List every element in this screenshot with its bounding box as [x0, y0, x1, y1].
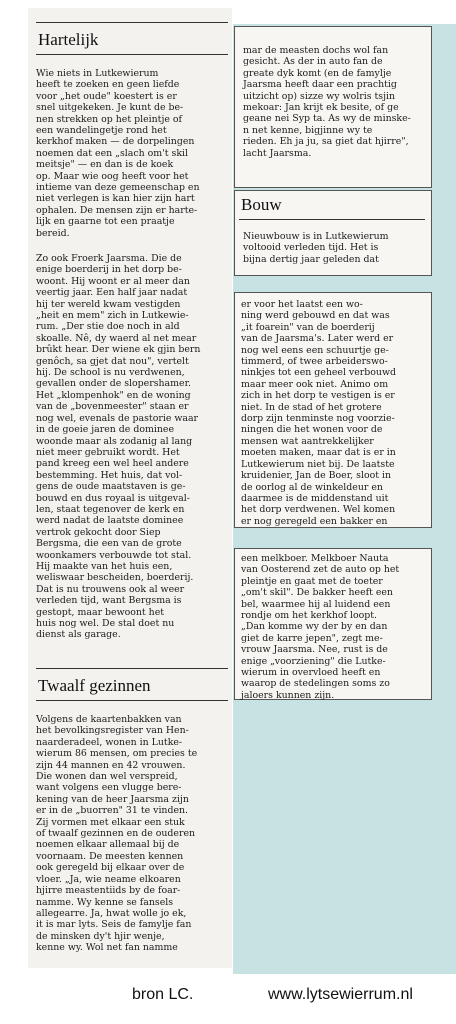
- bouw-continuation-box: [234, 292, 432, 528]
- heading-bouw: Bouw: [241, 195, 282, 214]
- heading-twaalf-gezinnen: Twaalf gezinnen: [38, 676, 151, 695]
- top-rule: [36, 22, 228, 23]
- heading-rule-2: [36, 700, 228, 701]
- paragraph-jaarsma: Zo ook Froerk Jaarsma. Die de enige boerderij in het dorp be- woont. Hij woont er al meer dan veertig jaar. Een half jaar nadat hij ter wereld kwam vestigden „heit en mem" zich in Lutkewie- rum. „Der stie doe noch in ald skoalle. Nê, dy waerd al net mear brûkt hear. Der wiene ek gjin bern genôch, sa gjet dat nou", vertelt hij. De school is nu verdwenen, gevallen onder de slopershamer. Het „klompenhok" en de woning van de „bovenmeester" staan er nog wel, evenals de pastorie waar in de goeie jaren de dominee woonde maar als zodanig al lang niet meer gebruikt wordt. Het pand kreeg een wel heel andere bestemming. Het huis, dat vol- gens de oude maatstaven is ge- bouwd en dus royaal is uitgeval- len, staat tegenover de kerk en werd nadat de laatste dominee vertrok gekocht door Siep Bergsma, die een van de grote woonkamers verbouwde tot stal. Hij maakte van het huis een, weliswaar bescheiden, boerderij. Dat is nu trouwens ook al weer verleden tijd, want Bergsma is gestopt, maar bewoont het huis nog wel. De stal doet nu dienst als garage.: [36, 253, 201, 641]
- website-link[interactable]: www.lytsewierrum.nl: [268, 986, 413, 1003]
- paragraph-intro: Wie niets in Lutkewierum heeft te zoeken en geen liefde voor „het oude" koestert is er snel uitgekeken. Je kunt de be- nen strekken op het pleintje of een wandelingetje rond het kerkhof maken — de dorpelingen noemen dat een „slach om't skil meitsje" — en dan is de koek op. Maar wie oog heeft voor het intieme van deze gemeenschap en niet verlegen is kan hier zijn hart ophalen. De mensen zijn er harte- lijk en gaarne tot een praatje bereid.: [36, 68, 200, 239]
- melkboer-box: [234, 548, 432, 700]
- source-credit: bron LC.: [132, 986, 194, 1003]
- continuation-text: mar de measten dochs wol fan gesicht. As der in auto fan de greate dyk komt (en de famylje Jaarsma heeft daar een prachtig uitzicht op) sizze wy wolris tsjin mekoar: Jan krijt ek besite, of ge geane nei Syp ta. As wy de minske- n net kenne, bigjinne wy te rieden. Eh ja ju, sa giet dat hjirre", lacht Jaarsma.: [243, 45, 411, 159]
- paragraph-gezinnen: Volgens de kaartenbakken van het bevolkingsregister van Hen- naarderadeel, wonen in Lutke- wierum 86 mensen, om precies te zijn 44 mannen en 42 vrouwen. Die wonen dan wel verspreid, want volgens een vlugge bere- kening van de heer Jaarsma zijn er in de „buorren" 31 te vinden. Zij vormen met elkaar een stuk of twaalf gezinnen en de ouderen noemen elkaar allemaal bij de voornaam. De meesten kennen ook geregeld bij elkaar over de vloer. „Ja, wie neame elkoaren hjirre meastentiids by de foar- namme. Wy kenne se fansels allegearre. Ja, hwat wolle jo ek, it is mar lyts. Seis de famylje fan de minsken dy't hjir wenje, kenne wy. Wol net fan namme: [36, 714, 198, 954]
- continuation-box: [234, 26, 432, 188]
- bouw-body-text: er voor het laatst een wo- ning werd gebouwd en dat was „it foarein" van de boerderij van de Jaarsma's. Later werd er nog wel eens een schuurtje ge- timmerd, of twee arbeiderswo- ninkjes tot een geheel verbouwd maar meer ook niet. Animo om zich in het dorp te vestigen is er niet. In de stad of het grotere dorp zijn tenminste nog voorzie- ningen die het wonen voor de mensen wat aantrekkelijker moeten maken, maar dat is er in Lutkewierum niet bij. De laatste kruidenier, Jan de Boer, sloot in de oorlog al de winkeldeur en daarmee is de middenstand uit het dorp verdwenen. Wel komen er nog geregeld een bakker en: [241, 299, 396, 527]
- heading-rule: [36, 54, 228, 55]
- bouw-intro-text: Nieuwbouw is in Lutkewierum voltooid verleden tijd. Het is bijna dertig jaar geleden dat: [243, 231, 389, 265]
- bouw-box: [234, 190, 432, 276]
- melkboer-text: een melkboer. Melkboer Nauta van Oosterend zet de auto op het pleintje en gaat met de toeter „om't skil". De bakker heeft een bel, waarmee hij al luidend een rondje om het kerkhof loopt. „Dan komme wy der by en dan giet de karre jepen", zegt me- vrouw Jaarsma. Nee, rust is de enige „voorziening" die Lutke- wierum in overvloed heeft en waarop de stedelingen soms zo jaloers kunnen zijn.: [241, 553, 400, 701]
- heading-hartelijk: Hartelijk: [38, 30, 99, 49]
- section-rule: [36, 668, 228, 669]
- bouw-rule: [239, 219, 425, 220]
